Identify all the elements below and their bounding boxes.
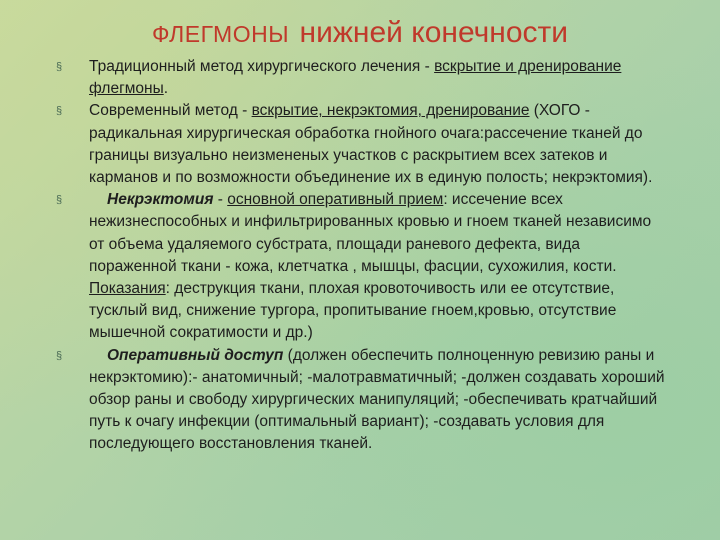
- item3-sep: -: [213, 191, 228, 209]
- list-item: [56, 189, 666, 344]
- item1-underlined: вскрытие и дренирование флегмоны: [89, 58, 622, 98]
- item1-tail: .: [163, 80, 169, 98]
- item3-underlined: основной оперативный прием: [227, 191, 444, 209]
- item4-term: Оперативный доступ: [107, 346, 284, 364]
- bullet-icon: §: [56, 194, 63, 207]
- title-part2: нижней конечности: [299, 16, 569, 49]
- bullet-icon: §: [56, 105, 63, 118]
- item3-mid: : иссечение всех нежизнеспособных и инфильтрированных кровью и гноем тканей независимо от объема удаляемого субстрата, площади раневого дефекта, вида пораженной ткани - кожа, клетчатка , мышцы, фасции, сухожилия, кости.: [89, 191, 652, 275]
- item3-tail: : деструкция ткани, плохая кровоточивость или ее отсутствие, тусклый вид, снижение тургора, пропитывание гноем,кровью, отсутствие мышечной сократимости и др.): [89, 280, 617, 342]
- item2-underlined: вскрытие, некрэктомия, дренирование: [251, 102, 530, 120]
- item3-underlined-2: Показания: [89, 280, 166, 298]
- list-item: [56, 100, 666, 189]
- item2-lead: Современный метод -: [89, 102, 252, 120]
- item4-tail: (должен обеспечить полноценную ревизию раны и некрэктомию):- анатомичный; -малотравматичный; -должен создавать хороший обзор раны и свободу хирургических манипуляций; -обеспечивать кратчайший путь к очагу инфекции (оптимальный вариант); -создавать условия для последующего восстановления тканей.: [89, 346, 665, 453]
- bullet-icon: §: [56, 61, 63, 73]
- item2-tail: (ХОГО - радикальная хирургическая обработка гнойного очага:рассечение тканей до границы визуально неизмененых участков с раскрытием всех затеков и карманов и по возможности объединение их в единую полость; некрэктомия).: [89, 102, 653, 187]
- item3-term: Некрэктомия: [107, 191, 214, 209]
- bullet-icon: §: [56, 349, 63, 362]
- slide-title: [0, 16, 720, 50]
- item1-lead: Традиционный метод хирургического лечения -: [89, 58, 435, 75]
- bullet-list: [56, 56, 666, 456]
- list-item: [56, 56, 666, 100]
- title-part1: ФЛЕГМОНЫ: [151, 21, 290, 47]
- list-item: [56, 345, 666, 456]
